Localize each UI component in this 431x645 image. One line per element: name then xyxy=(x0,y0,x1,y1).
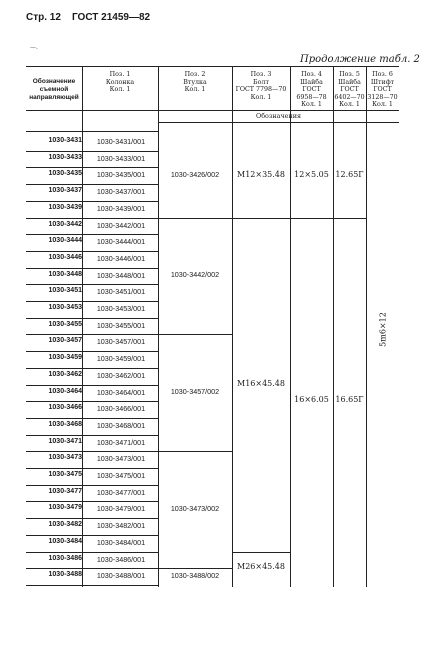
washer4-designation: 12×5.05 xyxy=(294,169,329,179)
column-designation: 1030-3462/001 xyxy=(96,370,146,380)
guide-designation: 1030-3453 xyxy=(48,304,82,311)
column-designation: 1030-3488/001 xyxy=(96,571,146,581)
guide-designation: 1030-3459 xyxy=(48,354,82,362)
bushing-designation: 1030-3488/002 xyxy=(170,570,220,580)
column-designation: 1030-3459/001 xyxy=(96,354,146,364)
guide-designation: 1030-3482 xyxy=(48,521,82,529)
column-divider xyxy=(82,66,83,587)
row-rule xyxy=(26,234,158,235)
guide-designation: 1030-3437 xyxy=(48,187,82,195)
column-divider xyxy=(232,66,233,587)
bushing-group-rule xyxy=(158,568,232,569)
row-rule xyxy=(26,167,158,168)
continuation-caption: Продолжение табл. 2 xyxy=(300,54,420,65)
column-divider xyxy=(333,66,334,587)
bushing-designation: 1030-3442/002 xyxy=(170,269,220,279)
row-rule xyxy=(26,151,158,152)
guide-designation: 1030-3468 xyxy=(48,420,82,428)
column-designation: 1030-3435/001 xyxy=(96,170,146,180)
row-rule xyxy=(26,568,158,569)
row-rule xyxy=(26,535,158,536)
column-header: Поз. 6 Штифт ГОСТ 3128—70 Кол. 1 xyxy=(367,71,398,109)
row-rule xyxy=(26,585,158,586)
column-designation: 1030-3442/001 xyxy=(96,220,146,230)
guide-designation: 1030-3471 xyxy=(48,437,82,445)
column-designation: 1030-3466/001 xyxy=(96,404,146,414)
guide-designation: 1030-3457 xyxy=(48,337,82,345)
row-rule xyxy=(26,351,158,352)
guide-designation: 1030-3431 xyxy=(48,137,82,144)
subheader-bottom-rule xyxy=(158,122,399,123)
column-designation: 1030-3468/001 xyxy=(96,420,146,430)
column-header: Поз. 4 Шайба ГОСТ 6958—78 Кол. 1 xyxy=(296,71,327,109)
row-rule xyxy=(26,201,158,202)
column-designation: 1030-3446/001 xyxy=(96,253,146,263)
bushing-group-rule xyxy=(158,218,232,219)
bushing-designation: 1030-3457/002 xyxy=(170,386,220,396)
guide-designation: 1030-3488 xyxy=(48,571,82,579)
row-rule xyxy=(26,552,158,553)
guide-designation: 1030-3433 xyxy=(48,153,82,161)
column-designation: 1030-3473/001 xyxy=(96,454,146,464)
column-designation: 1030-3433/001 xyxy=(96,153,146,163)
column-designation: 1030-3471/001 xyxy=(96,437,146,447)
column-divider xyxy=(366,66,367,587)
column-designation: 1030-3451/001 xyxy=(96,287,146,297)
row-rule xyxy=(26,284,158,285)
guide-designation: 1030-3466 xyxy=(48,404,82,412)
column-header: Поз. 2 Втулка Кол. 1 xyxy=(183,71,207,94)
column-designation: 1030-3482/001 xyxy=(96,521,146,531)
bolt-designation: M26×45.48 xyxy=(237,562,285,572)
column-divider xyxy=(290,66,291,587)
row-rule xyxy=(26,401,158,402)
row-rule xyxy=(26,468,158,469)
row-rule xyxy=(26,435,158,436)
guide-designation: 1030-3486 xyxy=(48,554,82,562)
guide-designation: 1030-3439 xyxy=(48,203,82,211)
column-designation: 1030-3455/001 xyxy=(96,320,146,330)
guide-designation: 1030-3444 xyxy=(48,237,82,245)
bushing-group-rule xyxy=(158,451,232,452)
row-rule xyxy=(26,385,158,386)
column-designation: 1030-3431/001 xyxy=(96,137,146,146)
bolt-group-rule xyxy=(232,218,290,219)
guide-designation: 1030-3442 xyxy=(48,220,82,228)
guide-designation: 1030-3435 xyxy=(48,170,82,178)
washer4-group-rule xyxy=(290,218,333,219)
pin-designation: 5m6×12 xyxy=(378,312,387,348)
column-designation: 1030-3457/001 xyxy=(96,337,146,347)
guide-designation: 1030-3451 xyxy=(48,287,82,295)
column-designation: 1030-3437/001 xyxy=(96,187,146,197)
bolt-designation: M16×45.48 xyxy=(237,378,285,388)
bushing-group-rule xyxy=(158,334,232,335)
column-designation: 1030-3475/001 xyxy=(96,471,146,480)
bolt-group-rule xyxy=(232,552,290,553)
column-designation: 1030-3484/001 xyxy=(96,537,146,547)
column-designation: 1030-3444/001 xyxy=(96,237,146,247)
guide-designation: 1030-3484 xyxy=(48,537,82,545)
row-rule xyxy=(26,485,158,486)
body-top-rule xyxy=(26,131,158,132)
washer5-designation: 16.65Г xyxy=(335,395,364,405)
column-designation: 1030-3453/001 xyxy=(96,304,146,313)
guide-designation: 1030-3479 xyxy=(48,504,82,512)
row-rule xyxy=(26,218,158,219)
bushing-designation: 1030-3473/002 xyxy=(170,503,220,513)
washer5-designation: 12.65Г xyxy=(335,169,364,179)
row-rule xyxy=(26,268,158,269)
column-header: Поз. 3 Болт ГОСТ 7798—70 Кол. 1 xyxy=(235,71,287,101)
row-rule xyxy=(26,501,158,502)
standard-number: ГОСТ 21459—82 xyxy=(72,12,151,23)
column-designation: 1030-3464/001 xyxy=(96,387,146,397)
guide-designation: 1030-3464 xyxy=(48,387,82,395)
column-designation: 1030-3439/001 xyxy=(96,203,146,213)
row-rule xyxy=(26,184,158,185)
row-rule xyxy=(26,251,158,252)
guide-designation: 1030-3473 xyxy=(48,454,82,462)
washer4-designation: 16×6.05 xyxy=(294,395,329,405)
column-designation: 1030-3477/001 xyxy=(96,487,146,497)
column-designation: 1030-3479/001 xyxy=(96,504,146,514)
row-rule xyxy=(26,301,158,302)
column-header: Поз. 5 Шайба ГОСТ 6402—70 Кол. 1 xyxy=(334,71,365,109)
row-rule xyxy=(26,334,158,335)
guide-designation: 1030-3475 xyxy=(48,471,82,478)
column-header: Поз. 1 Колонка Кол. 1 xyxy=(105,71,135,94)
guide-designation: 1030-3462 xyxy=(48,370,82,378)
guide-designation: 1030-3448 xyxy=(48,270,82,278)
row-rule xyxy=(26,451,158,452)
washer5-group-rule xyxy=(333,218,366,219)
column-designation: 1030-3486/001 xyxy=(96,554,146,564)
column-designation: 1030-3448/001 xyxy=(96,270,146,280)
row-rule xyxy=(26,418,158,419)
page-label: Стр. 12 xyxy=(26,12,61,23)
subheader-designations: Обозначения xyxy=(255,112,302,120)
row-rule xyxy=(26,318,158,319)
marginal-dash: —. xyxy=(30,44,38,51)
column-header: Обозначение съемной направляющей xyxy=(29,78,79,101)
row-rule xyxy=(26,368,158,369)
guide-designation: 1030-3477 xyxy=(48,487,82,495)
bushing-designation: 1030-3426/002 xyxy=(170,169,220,179)
row-rule xyxy=(26,518,158,519)
guide-designation: 1030-3446 xyxy=(48,253,82,261)
guide-designation: 1030-3455 xyxy=(48,320,82,328)
bolt-designation: M12×35.48 xyxy=(237,169,285,179)
